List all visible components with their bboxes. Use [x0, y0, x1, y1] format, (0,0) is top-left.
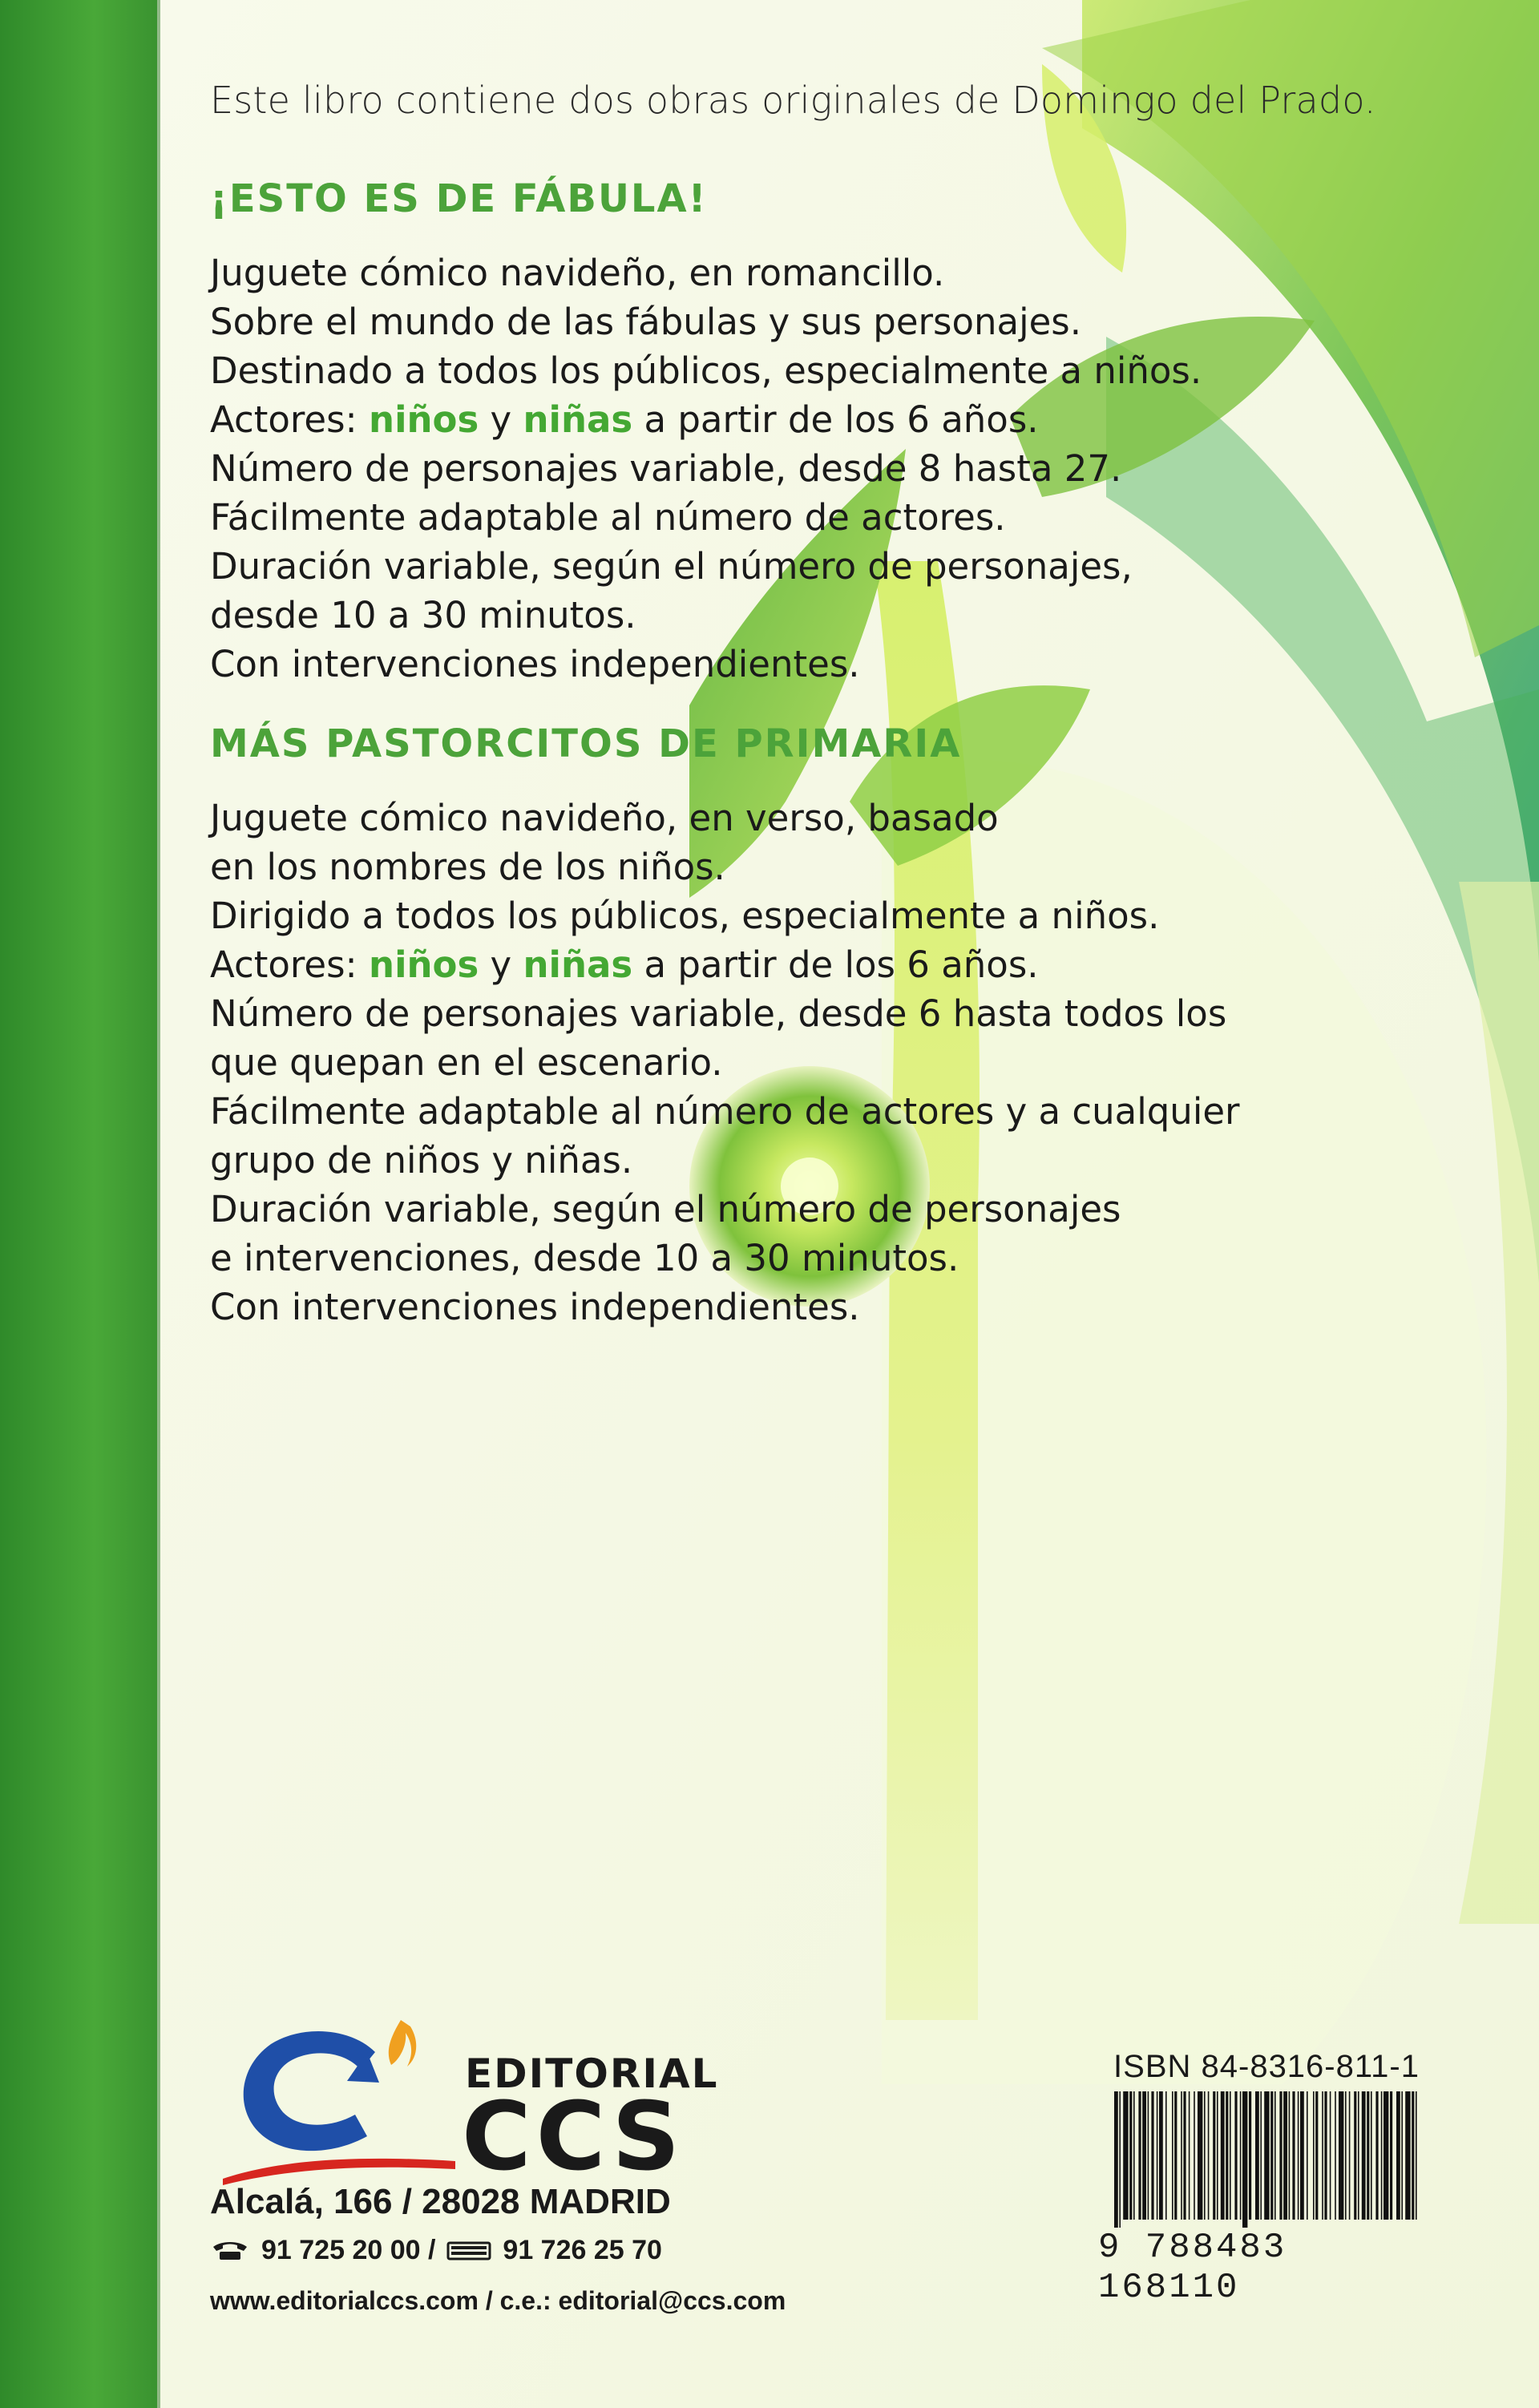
publisher-address: Alcalá, 166 / 28028 MADRID [210, 2182, 671, 2221]
section1-line: desde 10 a 30 minutos. [210, 594, 636, 636]
ccs-logo-icon [215, 2004, 455, 2188]
ean-number: 9 788483 168110 [1098, 2228, 1287, 2308]
phone-number: 91 725 20 00 / [261, 2235, 436, 2265]
section1-line: Juguete cómico navideño, en romancillo. [210, 252, 945, 294]
section2-line: e intervenciones, desde 10 a 30 minutos. [210, 1237, 959, 1279]
section2-line: en los nombres de los niños. [210, 846, 725, 888]
isbn-block [1098, 2049, 1435, 2308]
highlight-ninas: niñas [523, 943, 633, 986]
section1-line: Con intervenciones independientes. [210, 643, 860, 685]
section1-line: Duración variable, según el número de personajes, [210, 545, 1133, 588]
intro-line: Este libro contiene dos obras originales de Domingo del Prado. [210, 79, 1376, 122]
section2-title: MÁS PASTORCITOS DE PRIMARIA [210, 721, 962, 766]
section1-title: ¡ESTO ES DE FÁBULA! [210, 176, 708, 221]
section1-line: Destinado a todos los públicos, especialmente a niños. [210, 349, 1202, 392]
section2-line: Dirigido a todos los públicos, especialmente a niños. [210, 895, 1160, 937]
section1-body [210, 248, 1202, 689]
section2-line: Fácilmente adaptable al número de actores y a cualquier [210, 1090, 1240, 1133]
highlight-ninos: niños [369, 943, 479, 986]
section2-actors-line [210, 940, 1240, 989]
actors-suffix: a partir de los 6 años. [644, 398, 1039, 441]
actors-prefix: Actores: [210, 398, 357, 441]
publisher-web: www.editorialccs.com / c.e.: editorial@ccs.com [210, 2286, 786, 2315]
section2-line: Con intervenciones independientes. [210, 1286, 860, 1328]
section2-line: Duración variable, según el número de personajes [210, 1188, 1121, 1230]
section1-line: Fácilmente adaptable al número de actores. [210, 496, 1006, 539]
isbn-label: ISBN 84-8316-811-1 [1113, 2049, 1420, 2084]
conjunction: y [490, 943, 512, 986]
fax-icon [446, 2240, 491, 2262]
section2-line: Juguete cómico navideño, en verso, basado [210, 797, 999, 839]
section1-line: Número de personajes variable, desde 8 hasta 27. [210, 447, 1122, 490]
highlight-ninas: niñas [523, 398, 633, 441]
actors-prefix: Actores: [210, 943, 357, 986]
section2-line: que quepan en el escenario. [210, 1041, 723, 1084]
actors-suffix: a partir de los 6 años. [644, 943, 1039, 986]
publisher-name: CCS [462, 2081, 685, 2192]
section2-line: Número de personajes variable, desde 6 hasta todos los [210, 992, 1227, 1035]
conjunction: y [490, 398, 512, 441]
section1-line: Sobre el mundo de las fábulas y sus personajes. [210, 301, 1082, 343]
publisher-contact [210, 2235, 662, 2266]
section1-actors-line [210, 395, 1202, 444]
barcode-icon [1098, 2091, 1435, 2228]
fax-number: 91 726 25 70 [503, 2235, 662, 2265]
publisher-editorial-label: EDITORIAL [465, 2050, 719, 2097]
section2-line: grupo de niños y niñas. [210, 1139, 633, 1182]
section2-body [210, 794, 1240, 1331]
highlight-ninos: niños [369, 398, 479, 441]
phone-icon [210, 2240, 250, 2261]
